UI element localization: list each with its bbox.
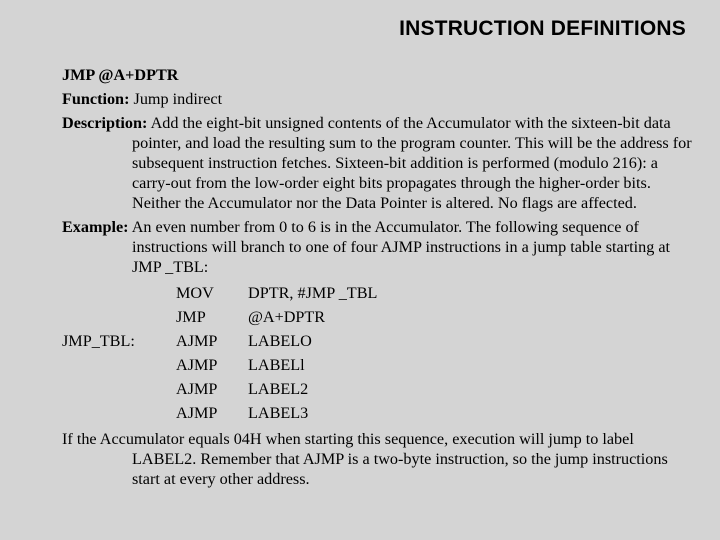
code-arg: @A+DPTR: [248, 308, 326, 326]
description-text: Add the eight-bit unsigned contents of the Accumulator with the sixteen-bit data pointer, and load the resulting sum to the program counter. This will be the address for subsequent instruction fetches. Sixteen-bit addition is performed (modulo 216): a carry-out from the low-order eight bits propagates through the higher-order bits. Neither the Accumulator nor the Data Pointer is altered. No flags are affected.: [132, 114, 692, 212]
function-text: Jump indirect: [133, 90, 223, 108]
slide-title: INSTRUCTION DEFINITIONS: [399, 17, 686, 40]
code-line: [62, 401, 692, 425]
code-arg: LABELl: [248, 356, 305, 374]
code-line: [62, 353, 692, 377]
code-arg: LABELO: [248, 332, 312, 350]
code-op: AJMP: [176, 404, 218, 422]
code-line: [62, 305, 692, 329]
code-line: [62, 329, 692, 353]
code-arg: DPTR, #JMP _TBL: [248, 284, 378, 302]
code-op: AJMP: [176, 356, 218, 374]
code-line: [62, 281, 692, 305]
instruction-name: JMP @A+DPTR: [62, 66, 179, 84]
code-block: [62, 281, 692, 425]
code-label: JMP_TBL:: [62, 332, 135, 350]
example-paragraph: [62, 217, 692, 277]
code-arg: LABEL2: [248, 380, 309, 398]
example-text: An even number from 0 to 6 is in the Accumulator. The following sequence of instructions will branch to one of four AJMP instructions in a jump table starting at JMP _TBL:: [131, 218, 671, 276]
closing-paragraph: If the Accumulator equals 04H when starting this sequence, execution will jump to label LABEL2. Remember that AJMP is a two-byte instruction, so the jump instructions start at every other address.: [62, 430, 668, 488]
example-label: Example:: [62, 218, 129, 236]
code-op: MOV: [176, 284, 214, 302]
code-op: AJMP: [176, 380, 218, 398]
description-paragraph: [62, 113, 692, 213]
code-arg: LABEL3: [248, 404, 309, 422]
code-op: AJMP: [176, 332, 218, 350]
code-line: [62, 377, 692, 401]
code-op: JMP: [176, 308, 206, 326]
description-label: Description:: [62, 114, 148, 132]
function-line: [62, 89, 692, 109]
function-label: Function:: [62, 90, 130, 108]
slide-content: [62, 65, 692, 493]
